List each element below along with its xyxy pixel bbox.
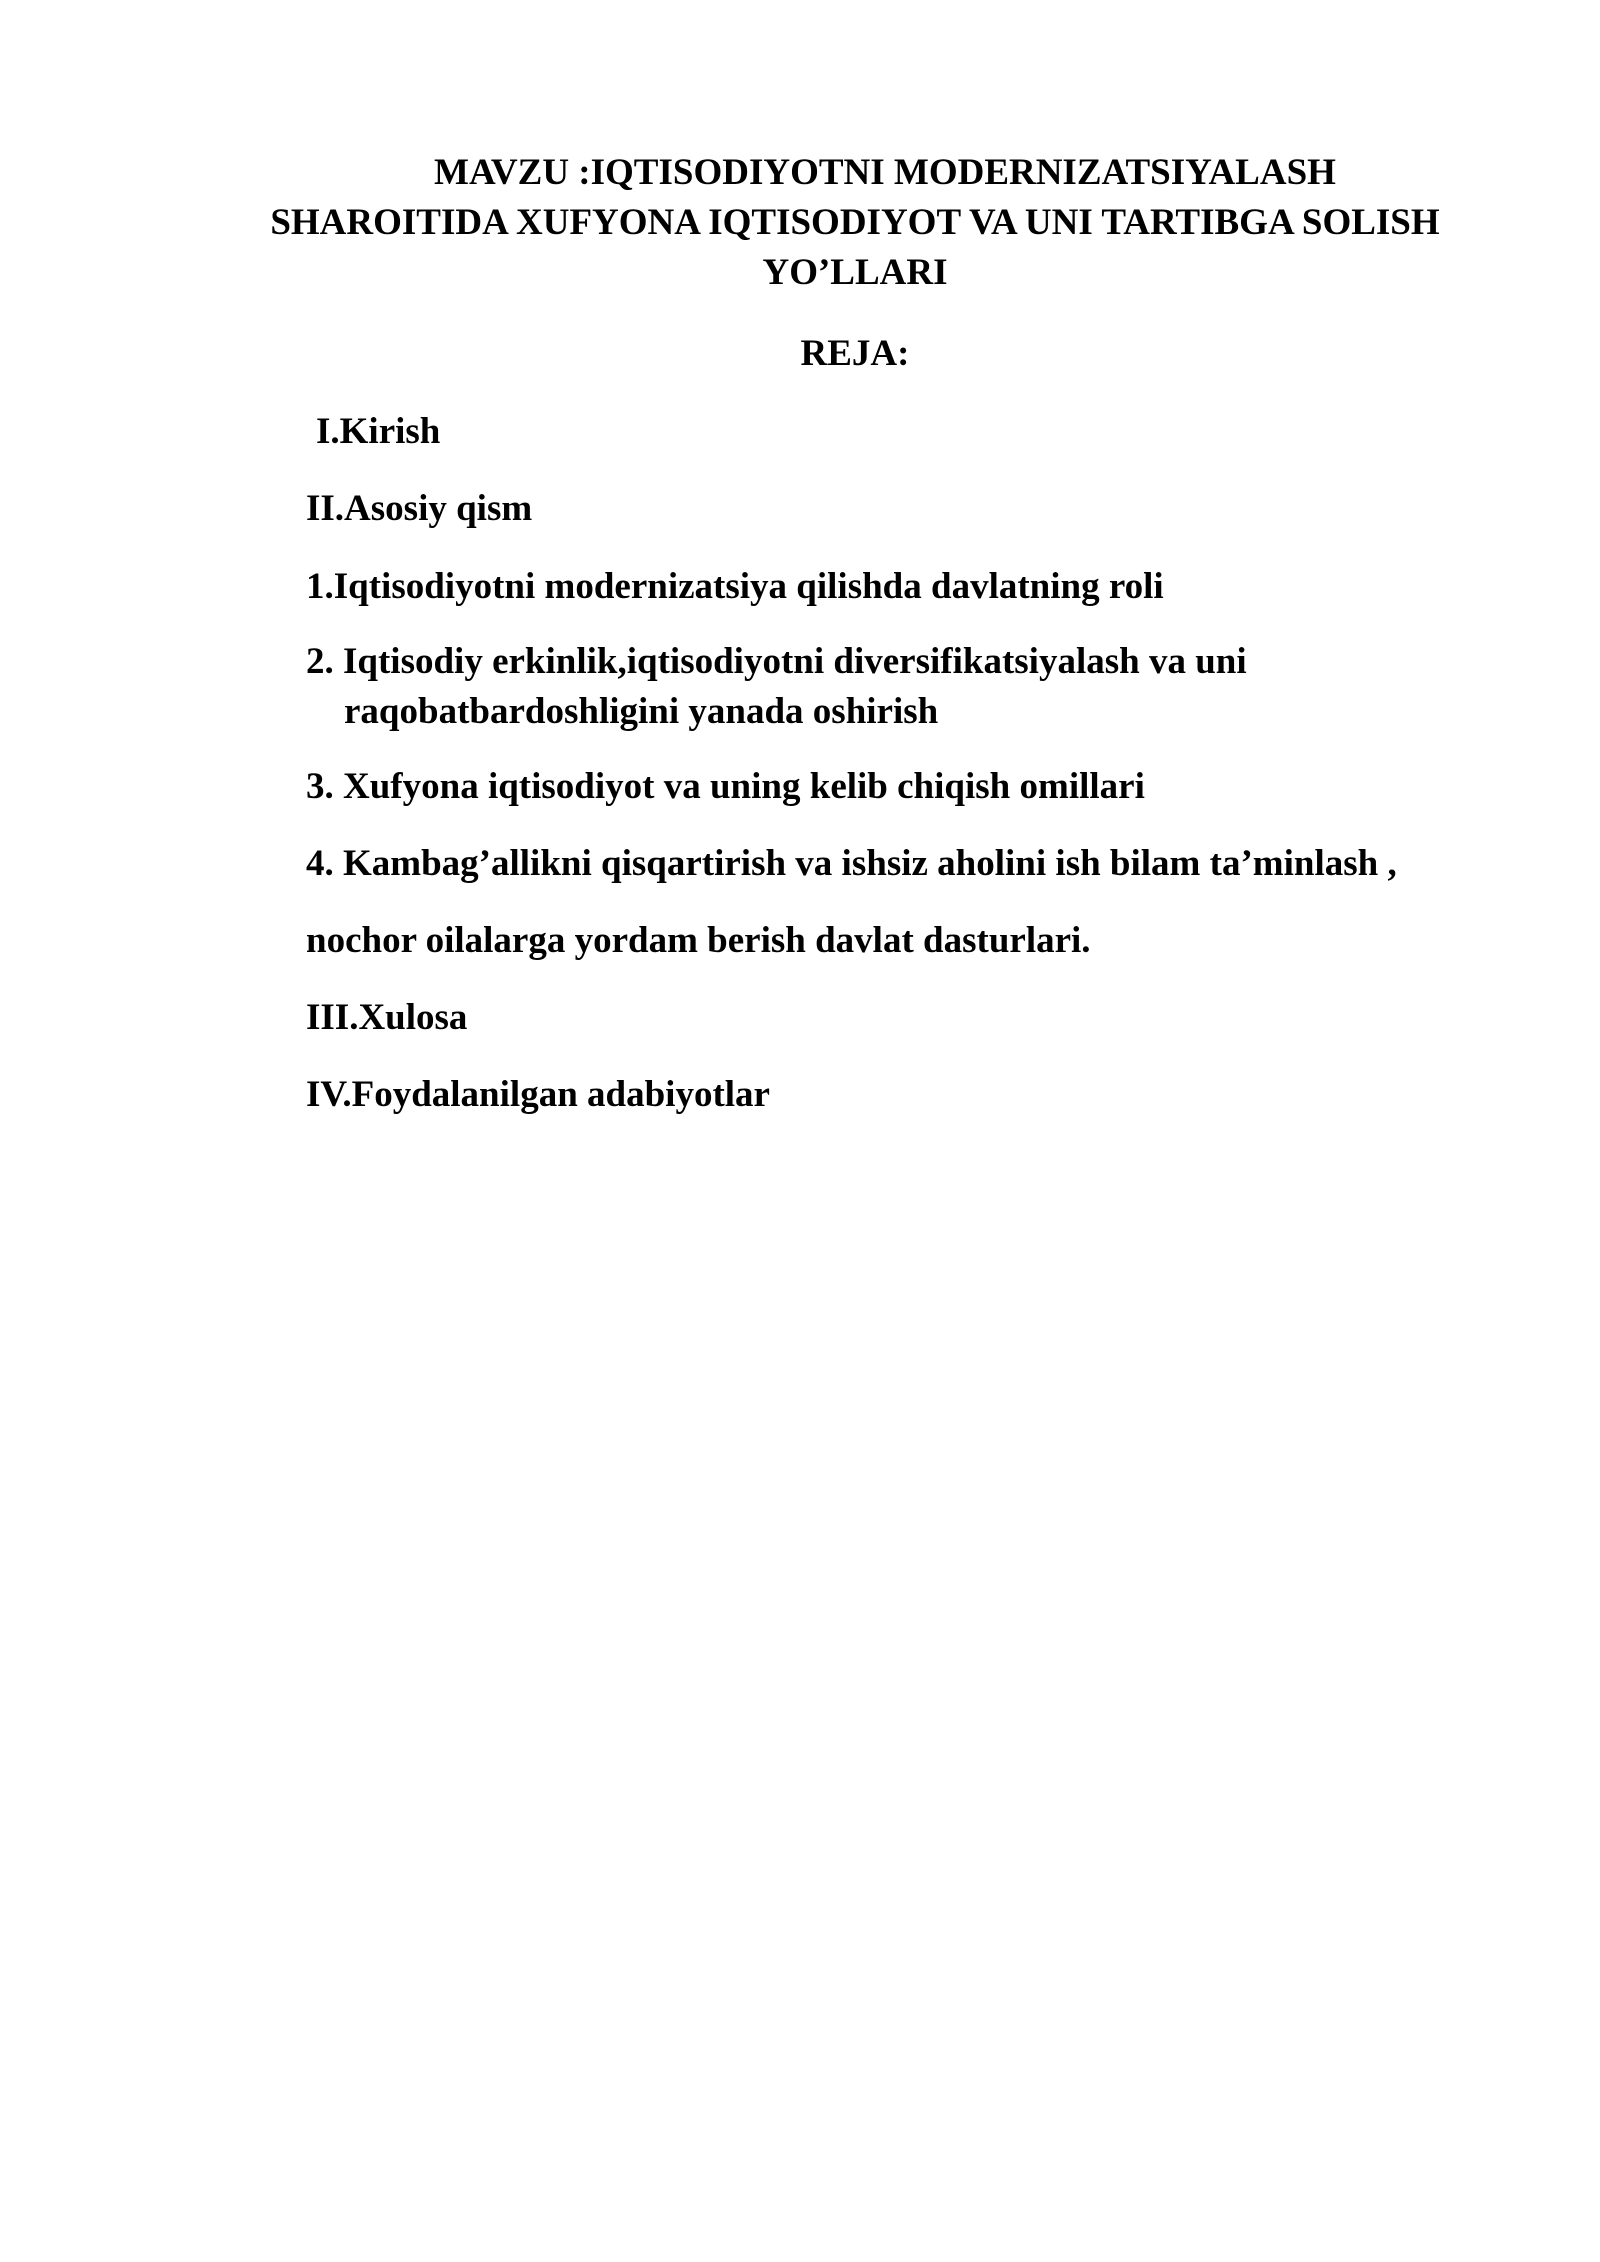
plan-item-2 xyxy=(306,637,1247,737)
plan-item-conclusion: III.Xulosa xyxy=(306,997,468,1038)
document-title xyxy=(240,148,1470,298)
plan-heading: REJA: xyxy=(800,333,910,374)
plan-item-4-line-2: nochor oilalarga yordam berish davlat dasturlari. xyxy=(306,920,1091,961)
title-line-1: MAVZU :IQTISODIYOTNI MODERNIZATSIYALASH xyxy=(434,152,1336,193)
title-line-3: YO’LLARI xyxy=(762,252,948,293)
plan-item-3: 3. Xufyona iqtisodiyot va uning kelib chiqish omillari xyxy=(306,766,1145,807)
plan-item-2-line-2: raqobatbardoshligini yanada oshirish xyxy=(344,691,939,732)
plan-item-intro: I.Kirish xyxy=(316,411,441,452)
title-line-2: SHAROITIDA XUFYONA IQTISODIYOT VA UNI TARTIBGA SOLISH xyxy=(270,202,1440,243)
plan-item-4-line-1: 4. Kambag’allikni qisqartirish va ishsiz aholini ish bilam ta’minlash , xyxy=(306,843,1397,884)
plan-item-2-line-1: 2. Iqtisodiy erkinlik,iqtisodiyotni diversifikatsiyalash va uni xyxy=(306,641,1247,682)
plan-item-1: 1.Iqtisodiyotni modernizatsiya qilishda davlatning roli xyxy=(306,566,1164,607)
plan-item-main-part: II.Asosiy qism xyxy=(306,488,533,529)
plan-item-references: IV.Foydalanilgan adabiyotlar xyxy=(306,1074,770,1115)
